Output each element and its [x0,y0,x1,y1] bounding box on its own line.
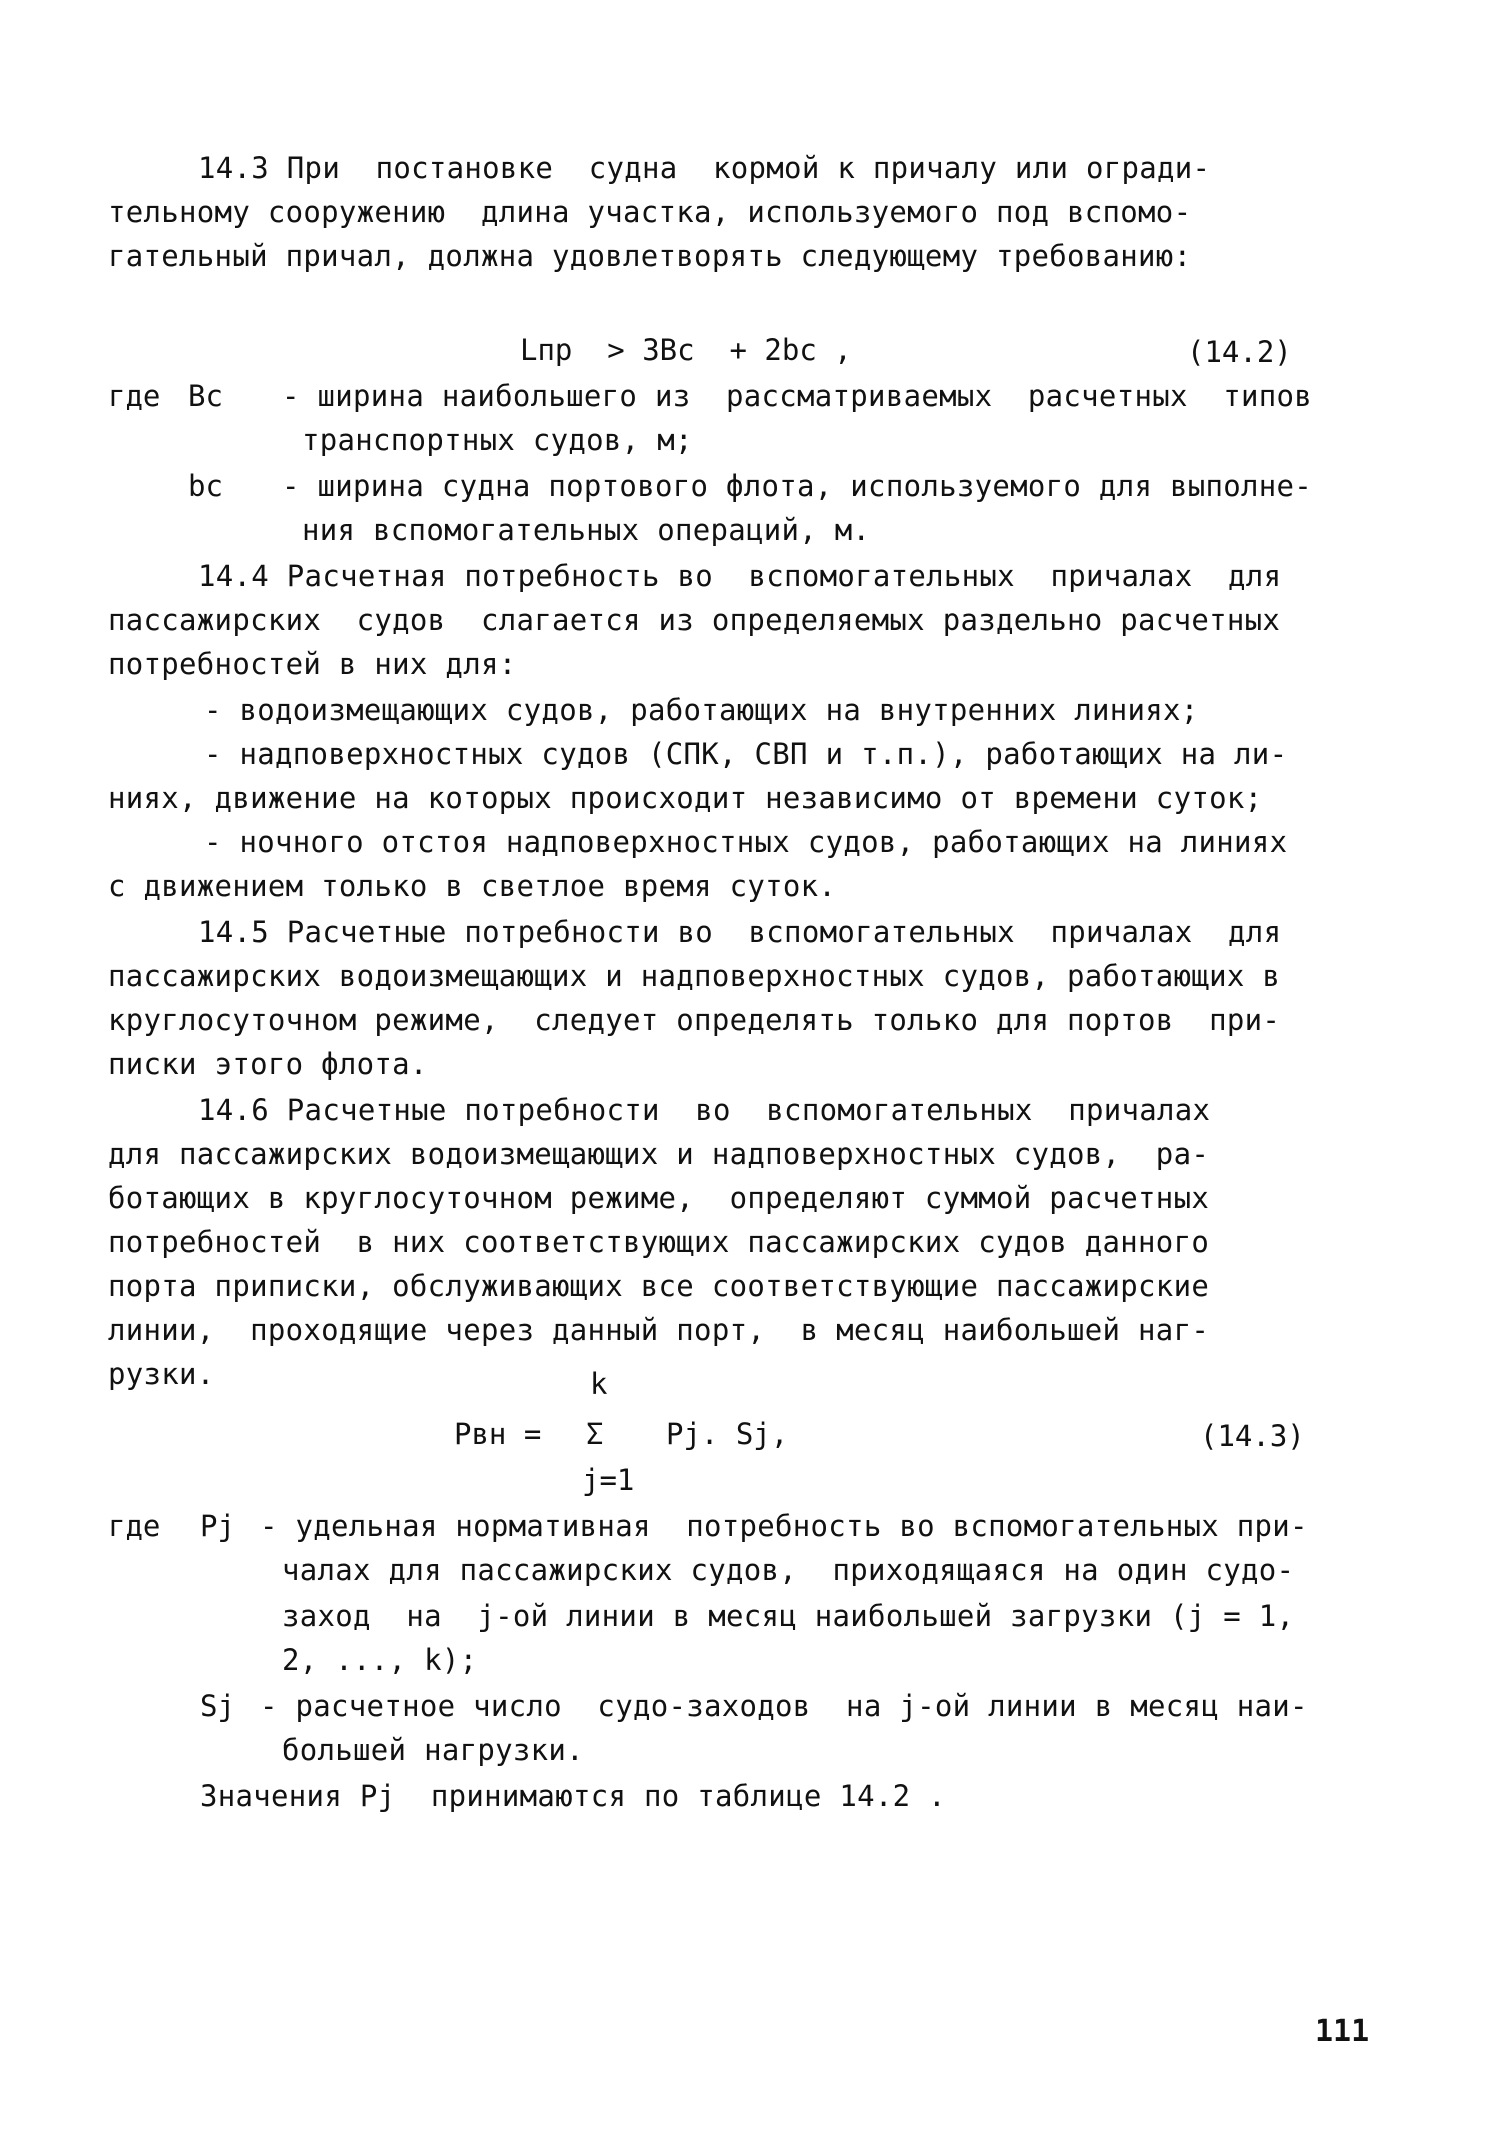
definition-line: - удельная нормативная потребность во вспомогательных при- [260,1509,1308,1543]
page-number: 111 [1315,2014,1370,2049]
text-line: порта приписки, обслуживающих все соответствующие пассажирские [108,1269,1210,1303]
symbol-Pj: Pj [200,1509,235,1543]
formula-14-2: Lпр > 3Вс + 2bс , [520,333,852,367]
formula-number: (14.2) [1187,335,1292,369]
text-line: гательный причал, должна удовлетворять следующему требованию: [108,239,1192,273]
definition-line: ния вспомогательных операций, м. [302,513,871,547]
text-line: 14.3 При постановке судна кормой к причалу или огради- [198,151,1211,185]
text-line: пассажирских водоизмещающих и надповерхностных судов, работающих в [108,959,1281,993]
definition-line: чалах для пассажирских судов, приходящаяся на один судо- [282,1553,1295,1587]
text-line: потребностей в них соответствующих пассажирских судов данного [108,1225,1210,1259]
text-line: потребностей в них для: [108,647,517,681]
definition-line: - ширина наибольшего из рассматриваемых расчетных типов [282,379,1313,413]
definition-line: большей нагрузки. [282,1733,584,1767]
note-line: Значения Pj принимаются по таблице 14.2 . [200,1779,946,1813]
symbol-Bc: Вс [188,379,223,413]
text-line: ниях, движение на которых происходит независимо от времени суток; [108,781,1263,815]
sum-sign: Σ [586,1417,604,1451]
definition-line: заход на j-ой линии в месяц наибольшей загрузки (j = 1, [282,1599,1295,1633]
definition-line: транспортных судов, м; [302,423,693,457]
list-item: - ночного отстоя надповерхностных судов, работающих на линиях [204,825,1288,859]
text-line: 14.4 Расчетная потребность во вспомогательных причалах для [198,559,1282,593]
text-line: рузки. [108,1357,215,1391]
list-item: - надповерхностных судов (СПК, СВП и т.п.), работающих на ли- [204,737,1288,771]
text-line: 14.6 Расчетные потребности во вспомогательных причалах [198,1093,1211,1127]
where-label: где [108,1509,161,1543]
sum-lower-limit: j=1 [582,1463,635,1497]
definition-line: - ширина судна портового флота, используемого для выполне- [282,469,1313,503]
text-line: линии, проходящие через данный порт, в месяц наибольшей наг- [108,1313,1210,1347]
symbol-bc: bс [188,469,223,503]
text-line: пассажирских судов слагается из определяемых раздельно расчетных [108,603,1281,637]
text-line: с движением только в светлое время суток. [108,869,837,903]
text-line: писки этого флота. [108,1047,428,1081]
text-line: ботающих в круглосуточном режиме, определяют суммой расчетных [108,1181,1210,1215]
sum-upper-limit: k [590,1367,608,1401]
symbol-Sj: Sj [200,1689,235,1723]
text-line: для пассажирских водоизмещающих и надповерхностных судов, ра- [108,1137,1210,1171]
formula-number: (14.3) [1200,1419,1305,1453]
text-line: 14.5 Расчетные потребности во вспомогательных причалах для [198,915,1282,949]
formula-left: Pвн = [454,1417,542,1451]
text-line: тельному сооружению длина участка, используемого под вспомо- [108,195,1192,229]
definition-line: - расчетное число судо-заходов на j-ой линии в месяц наи- [260,1689,1308,1723]
list-item: - водоизмещающих судов, работающих на внутренних линиях; [204,693,1199,727]
definition-line: 2, ..., k); [282,1643,478,1677]
formula-right: Pj. Sj, [666,1417,789,1451]
where-label: где [108,379,161,413]
text-line: круглосуточном режиме, следует определять только для портов при- [108,1003,1281,1037]
